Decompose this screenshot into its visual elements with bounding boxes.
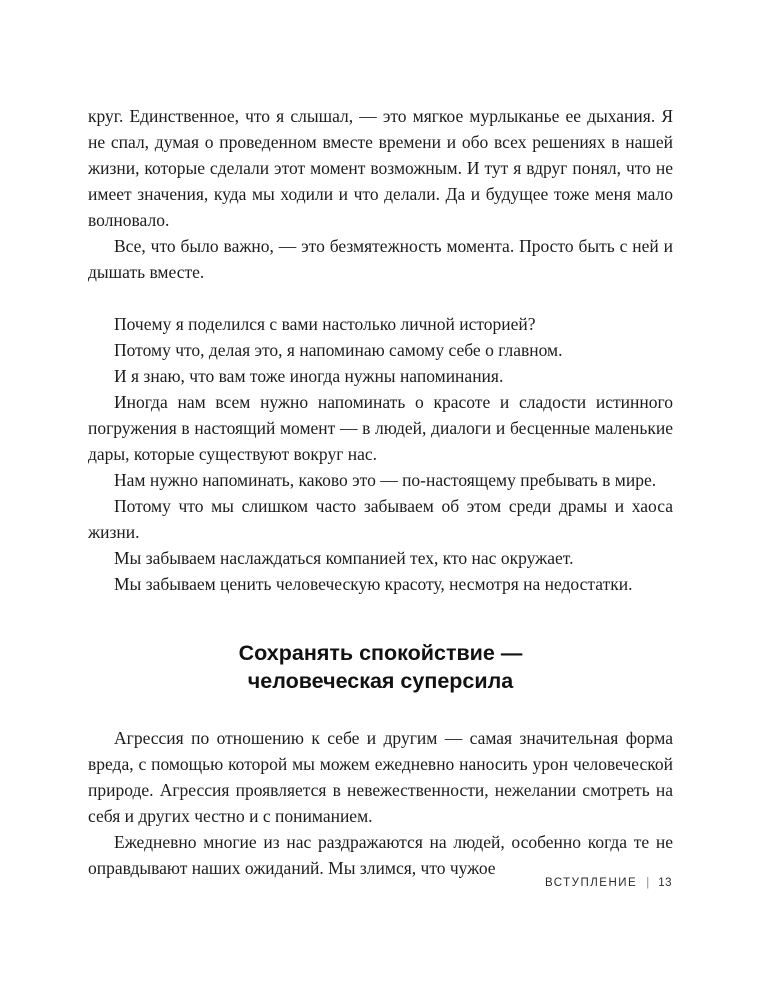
footer-section-title: ВСТУПЛЕНИЕ	[544, 877, 638, 889]
footer-separator: |	[646, 877, 650, 889]
paragraph: Агрессия по отношению к себе и другим — самая значительная форма вреда, с помощью которой мы можем ежедневно наносить урон человеческой природе. Агрессия проявляется в невежественности, нежелании смотреть на себя и других честно и с пониманием.	[88, 728, 673, 826]
paragraph: Мы забываем наслаждаться компанией тех, кто нас окружает.	[114, 548, 574, 568]
paragraph: Нам нужно напоминать, каково это — по-настоящему пребывать в мире.	[114, 470, 657, 490]
section-heading	[88, 639, 673, 695]
section-heading-line-2: человеческая суперсила	[247, 669, 514, 693]
body-text	[88, 103, 673, 881]
paragraph: И я знаю, что вам тоже иногда нужны напоминания.	[114, 366, 504, 386]
paragraph: круг. Единственное, что я слышал, — это мягкое мурлыканье ее дыхания. Я не спал, думая о проведенном вместе времени и обо всех решениях в нашей жизни, которые сделали этот момент возможным. И тут я вдруг понял, что не имеет значения, куда мы ходили и что делали. Да и будущее тоже меня мало волновало.	[88, 106, 673, 230]
paragraph: Мы забываем ценить человеческую красоту, несмотря на недостатки.	[114, 574, 633, 594]
paragraph: Ежедневно многие из нас раздражаются на людей, особенно когда те не оправдывают наших ожиданий. Мы злимся, что чужое	[88, 832, 673, 878]
section-heading-line-1: Сохранять спокойствие —	[238, 641, 523, 665]
paragraph: Иногда нам всем нужно напоминать о красоте и сладости истинного погружения в настоящий момент — в людей, диалоги и бесценные маленькие дары, которые существуют вокруг нас.	[88, 392, 673, 464]
paragraph: Все, что было важно, — это безмятежность момента. Просто быть с ней и дышать вместе.	[88, 236, 673, 282]
paragraph: Потому что, делая это, я напоминаю самому себе о главном.	[114, 340, 563, 360]
paragraph: Почему я поделился с вами настолько личной историей?	[114, 314, 536, 334]
paragraph: Потому что мы слишком часто забываем об этом среди драмы и хаоса жизни.	[88, 496, 673, 542]
running-footer	[545, 877, 672, 889]
footer-page-number: 13	[658, 877, 672, 889]
